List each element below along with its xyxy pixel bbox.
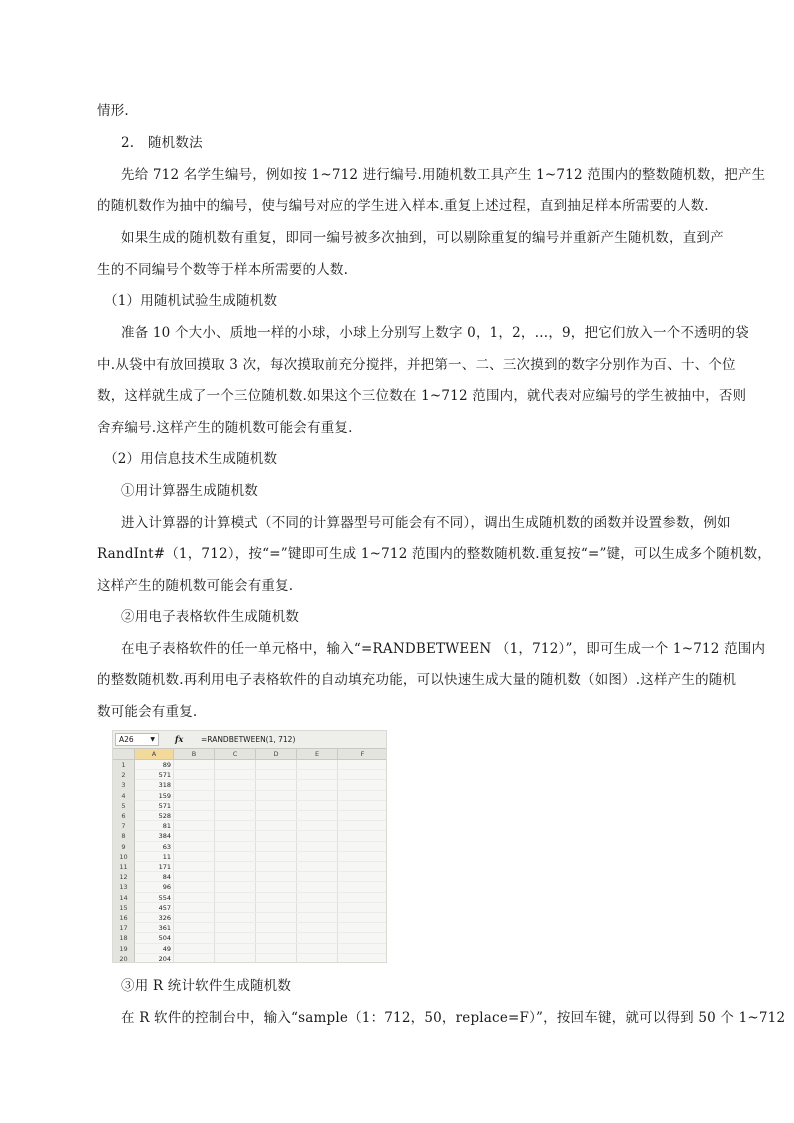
subheading-random-experiment: （1）用随机试验生成随机数 (104, 293, 278, 309)
paragraph-line: 中.从袋中有放回摸取 3 次，每次摸取前充分搅拌，并把第一、二、三次摸到的数字分别作为百、十、个位 (97, 357, 736, 373)
row-header[interactable]: 4 (113, 791, 135, 801)
subheading-spreadsheet: ②用电子表格软件生成随机数 (121, 609, 300, 625)
row-header[interactable]: 20 (113, 954, 135, 963)
column-header-b[interactable]: B (174, 749, 215, 760)
row-header[interactable]: 1 (113, 760, 135, 770)
paragraph-line: 准备 10 个大小、质地一样的小球，小球上分别写上数字 0，1，2，…，9，把它们放入一个不透明的袋 (121, 325, 749, 341)
column-header-c[interactable]: C (215, 749, 256, 760)
cell-a[interactable]: 11 (162, 852, 171, 861)
section-heading-random-number-method: 2. 随机数法 (121, 135, 203, 151)
select-all-corner[interactable] (113, 749, 135, 760)
column-header-a[interactable]: A (135, 749, 174, 760)
name-box (115, 733, 159, 746)
subheading-information-technology: （2）用信息技术生成随机数 (104, 451, 278, 467)
paragraph-line: 的随机数作为抽中的编号，使与编号对应的学生进入样本.重复上述过程，直到抽足样本所需要的人数. (97, 198, 709, 214)
row-header[interactable]: 6 (113, 811, 135, 821)
paragraph-line: 先给 712 名学生编号，例如按 1~712 进行编号.用随机数工具产生 1~712 范围内的整数随机数，把产生 (121, 167, 766, 183)
cell-a[interactable]: 457 (158, 903, 171, 912)
cell-a[interactable]: 571 (158, 801, 171, 810)
cell-a[interactable]: 204 (158, 954, 171, 963)
paragraph-line: 数，这样就生成了一个三位随机数.如果这个三位数在 1~712 范围内，就代表对应编号的学生被抽中，否则 (97, 388, 747, 404)
paragraph-line: 的整数随机数.再利用电子表格软件的自动填充功能，可以快速生成大量的随机数（如图）.这样产生的随机 (97, 672, 737, 688)
row-header[interactable]: 9 (113, 842, 135, 852)
cell-a[interactable]: 89 (162, 761, 171, 769)
cell-a[interactable]: 326 (158, 914, 171, 922)
paragraph-line: 在 R 软件的控制台中，输入“sample（1：712，50，replace=F）”，按回车键，就可以得到 50 个 1~712 (121, 1010, 786, 1026)
spreadsheet-screenshot (112, 730, 387, 963)
row-header[interactable]: 8 (113, 831, 135, 841)
paragraph-line: 情形. (97, 103, 129, 119)
cell-a[interactable]: 159 (158, 791, 171, 800)
cell-a[interactable]: 171 (158, 863, 171, 871)
cell-a[interactable]: 571 (158, 771, 171, 780)
name-box-value: A26 (119, 735, 134, 744)
row-header[interactable]: 2 (113, 770, 135, 780)
row-header[interactable]: 14 (113, 893, 135, 903)
row-header[interactable]: 19 (113, 944, 135, 954)
paragraph-line: 舍弃编号.这样产生的随机数可能会有重复. (97, 420, 353, 436)
paragraph-line: 这样产生的随机数可能会有重复. (97, 578, 294, 594)
paragraph-line: RandInt#（1，712），按“=”键即可生成 1~712 范围内的整数随机数.重复按“=”键，可以生成多个随机数， (97, 546, 771, 562)
cell-a[interactable]: 96 (162, 883, 171, 892)
formula-bar (113, 731, 387, 749)
paragraph-line: 数可能会有重复. (97, 704, 198, 720)
paragraph-line: 如果生成的随机数有重复，即同一编号被多次抽到，可以剔除重复的编号并重新产生随机数，直到产 (121, 230, 724, 246)
column-header-e[interactable]: E (297, 749, 338, 760)
row-header[interactable]: 16 (113, 913, 135, 923)
row-header[interactable]: 3 (113, 780, 135, 790)
column-header-d[interactable]: D (256, 749, 297, 760)
subheading-calculator: ①用计算器生成随机数 (121, 483, 258, 499)
chevron-down-icon: ▼ (150, 736, 155, 743)
row-header[interactable]: 15 (113, 903, 135, 913)
row-header[interactable]: 10 (113, 852, 135, 862)
paragraph-line: 在电子表格软件的任一单元格中，输入“=RANDBETWEEN （1，712）”，即可生成一个 1~712 范围内 (121, 641, 766, 657)
cell-a[interactable]: 361 (158, 924, 171, 933)
row-header[interactable]: 12 (113, 872, 135, 882)
column-header-f[interactable]: F (338, 749, 387, 760)
subheading-r-software: ③用 R 统计软件生成随机数 (121, 978, 292, 994)
cell-a[interactable]: 81 (162, 822, 171, 831)
cell-a[interactable]: 49 (162, 944, 171, 953)
paragraph-line: 进入计算器的计算模式（不同的计算器型号可能会有不同），调出生成随机数的函数并设置参数，例如 (121, 515, 731, 531)
paragraph-line: 生的不同编号个数等于样本所需要的人数. (97, 262, 349, 278)
cell-a[interactable]: 504 (158, 934, 171, 943)
row-header[interactable]: 13 (113, 882, 135, 892)
formula-text: =RANDBETWEEN(1, 712) (201, 735, 296, 744)
row-header[interactable]: 11 (113, 862, 135, 872)
cell-a[interactable]: 384 (158, 832, 171, 841)
row-header[interactable]: 5 (113, 801, 135, 811)
fx-icon: fx (175, 734, 184, 744)
row-header[interactable]: 17 (113, 923, 135, 933)
cell-a[interactable]: 554 (158, 893, 171, 902)
cell-a[interactable]: 528 (158, 812, 171, 820)
cell-a[interactable]: 63 (162, 842, 171, 851)
row-header[interactable]: 18 (113, 933, 135, 943)
cell-a[interactable]: 318 (158, 781, 171, 790)
cell-a[interactable]: 84 (162, 873, 171, 882)
row-header[interactable]: 7 (113, 821, 135, 831)
